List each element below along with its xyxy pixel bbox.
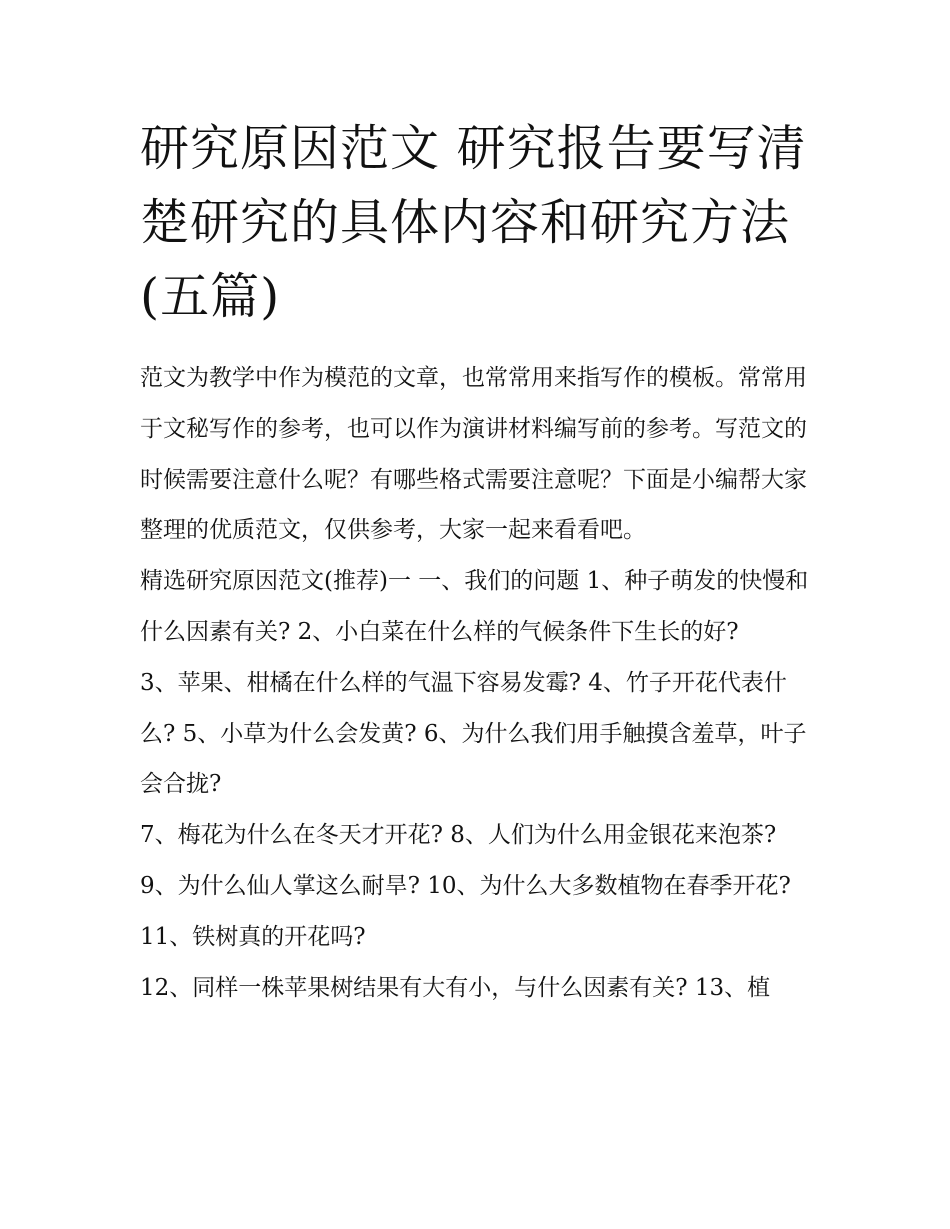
questions-paragraph-1: 精选研究原因范文(推荐)一 一、我们的问题 1、种子萌发的快慢和什么因素有关? 2、小白菜在什么样的气候条件下生长的好? [140, 568, 809, 645]
questions-paragraph-3: 7、梅花为什么在冬天才开花? 8、人们为什么用金银花来泡茶? 9、为什么仙人掌这么耐旱? 10、为什么大多数植物在春季开花? 11、铁树真的开花吗? [140, 822, 791, 950]
questions-paragraph-2: 3、苹果、柑橘在什么样的气温下容易发霉? 4、竹子开花代表什么? 5、小草为什么会发黄? 6、为什么我们用手触摸含羞草，叶子会合拢? [140, 669, 807, 798]
document-body [140, 353, 820, 1013]
questions-paragraph-4: 12、同样一株苹果树结果有大有小，与什么因素有关? 13、植 [140, 974, 771, 1001]
intro-paragraph: 范文为教学中作为模范的文章，也常常用来指写作的模板。常常用于文秘写作的参考，也可以作为演讲材料编写前的参考。写范文的时候需要注意什么呢？有哪些格式需要注意呢？下面是小编帮大家整理的优质范文，仅供参考，大家一起来看看吧。 [140, 365, 807, 544]
document-title: 研究原因范文 研究报告要写清楚研究的具体内容和研究方法(五篇) [140, 120, 807, 325]
